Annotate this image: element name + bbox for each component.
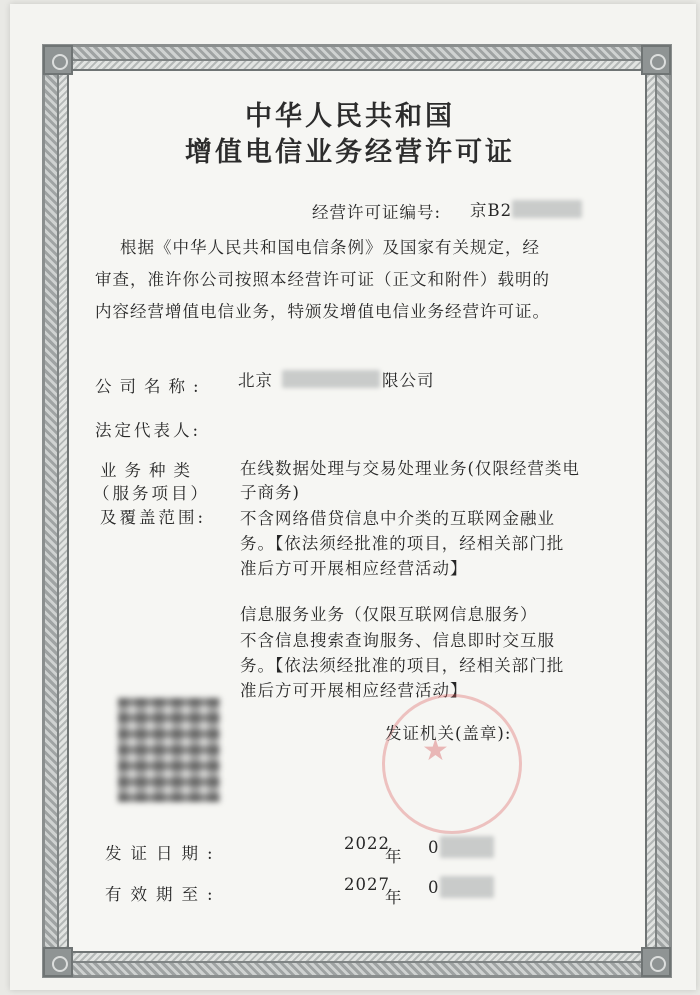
business-line-5: 准后方可开展相应经营活动】 (240, 559, 468, 578)
preamble-line-3: 内容经营增值电信业务，特颁发增值电信业务经营许可证。 (95, 302, 550, 321)
business-line-8: 务。【依法须经批准的项目，经相关部门批 (240, 656, 565, 675)
corner-ornament-icon (641, 45, 671, 75)
issue-date-label: 发证日期: (105, 844, 222, 863)
business-line-9: 准后方可开展相应经营活动】 (240, 681, 468, 700)
preamble-line-2: 审查，准许你公司按照本经营许可证（正文和附件）载明的 (95, 270, 550, 289)
business-line-3: 不含网络借贷信息中介类的互联网金融业 (240, 509, 555, 528)
corner-ornament-icon (641, 947, 671, 977)
company-name-prefix: 北京 (238, 371, 273, 390)
business-label-1: 业务种类 (100, 461, 198, 480)
certificate-title-line2: 增值电信业务经营许可证 (185, 137, 515, 168)
issue-date-rest: 0 (428, 838, 440, 857)
issue-date-year-unit: 年 (385, 847, 403, 866)
redacted-company-name (282, 370, 380, 388)
license-number-value: 京B2 (470, 201, 513, 220)
business-line-6: 信息服务业务（仅限互联网信息服务） (240, 605, 538, 624)
business-line-4: 务。【依法须经批准的项目，经相关部门批 (240, 534, 565, 553)
valid-until-label: 有效期至: (105, 885, 222, 904)
business-line-7: 不含信息搜索查询服务、信息即时交互服 (240, 631, 555, 650)
seal-star-icon: ★ (422, 733, 449, 768)
corner-ornament-icon (43, 45, 73, 75)
certificate-title-line1: 中华人民共和国 (245, 101, 455, 132)
redacted-qr-code (118, 698, 220, 802)
valid-until-year: 2027 (344, 875, 390, 894)
valid-until-year-unit: 年 (385, 888, 403, 907)
business-label-2: （服务项目） (93, 484, 210, 503)
company-name-label: 公司名称: (95, 377, 207, 396)
license-number-label: 经营许可证编号: (312, 203, 442, 222)
business-label-3: 及覆盖范围: (100, 508, 207, 527)
legal-representative-label: 法定代表人: (95, 421, 202, 440)
redacted-license-number (512, 200, 582, 218)
issuing-authority-label: 发证机关(盖章): (385, 724, 512, 743)
official-seal (382, 694, 522, 834)
business-line-1: 在线数据处理与交易处理业务(仅限经营类电 (240, 459, 580, 478)
valid-until-rest: 0 (428, 878, 440, 897)
redacted-valid-until (440, 876, 494, 898)
redacted-issue-date (440, 836, 494, 858)
corner-ornament-icon (43, 947, 73, 977)
business-line-2: 子商务) (240, 483, 300, 502)
company-name-suffix: 限公司 (382, 371, 435, 390)
preamble-line-1: 根据《中华人民共和国电信条例》及国家有关规定，经 (120, 238, 540, 257)
issue-date-year: 2022 (344, 834, 390, 853)
